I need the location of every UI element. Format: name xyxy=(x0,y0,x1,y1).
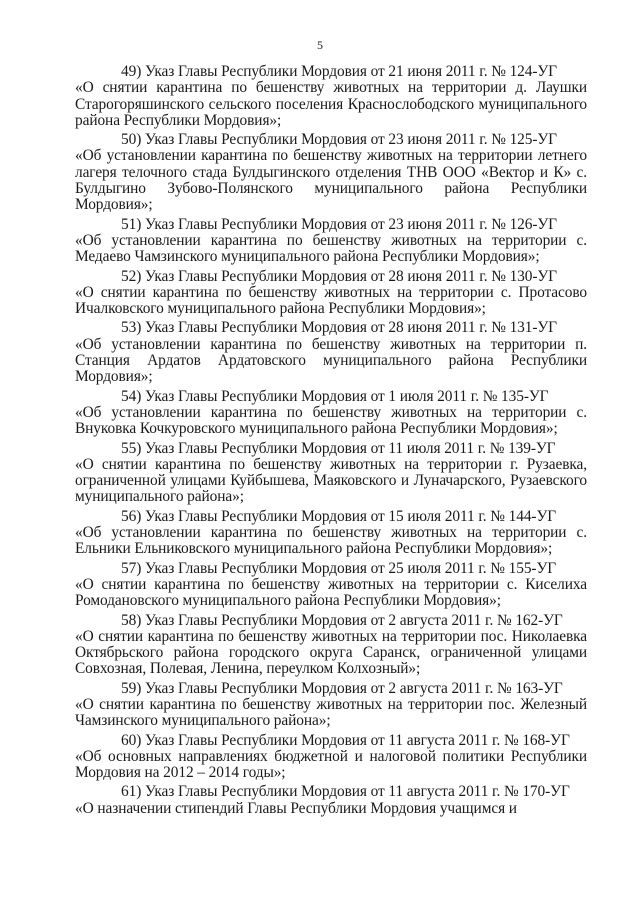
decree-title: «Об установлении карантина по бешенству животных на территории п. Станция Ардатов Ардатовского муниципального района Республики Мордовия»; xyxy=(75,335,587,386)
decree-entry-58 xyxy=(75,613,587,678)
decree-entry-53 xyxy=(75,320,587,385)
decree-title: «О снятии карантина по бешенству животных на территории г. Рузаевка, ограниченной улицами Куйбышева, Маяковского и Луначарского, Рузаевского муниципального района»; xyxy=(75,455,587,506)
decree-title: «Об основных направлениях бюджетной и налоговой политики Республики Мордовия на 2012 – 2014 годы»; xyxy=(75,747,587,782)
decree-title: «Об установлении карантина по бешенству животных на территории летнего лагеря телочного стада Булдыгинского отделения ТНВ ООО «Вектор и К» с. Булдыгино Зубово-Полянского муниципального района Республики Мордовия»; xyxy=(75,147,587,214)
decree-list xyxy=(75,64,587,817)
decree-entry-54 xyxy=(75,389,587,438)
decree-heading: 53) Указ Главы Республики Мордовия от 28 июня 2011 г. № 131-УГ xyxy=(121,319,557,337)
decree-entry-61 xyxy=(75,784,587,817)
decree-heading: 57) Указ Главы Республики Мордовия от 25 июля 2011 г. № 155-УГ xyxy=(121,559,557,577)
decree-heading: 61) Указ Главы Республики Мордовия от 11 августа 2011 г. № 170-УГ xyxy=(121,783,570,801)
decree-entry-59 xyxy=(75,681,587,730)
decree-title: «О снятии карантина по бешенству животных на территории с. Протасово Ичалковского муниципального района Республики Мордовия»; xyxy=(75,283,587,318)
decree-title: «Об установлении карантина по бешенству животных на территории с. Медаево Чамзинского муниципального района Республики Мордовия»; xyxy=(75,231,587,266)
decree-entry-60 xyxy=(75,733,587,782)
page-number: 5 xyxy=(317,38,323,52)
decree-title: «О снятии карантина по бешенству животных на территории пос. Железный Чамзинского муниципального района»; xyxy=(75,695,587,730)
decree-heading: 54) Указ Главы Республики Мордовия от 1 июля 2011 г. № 135-УГ xyxy=(121,387,549,405)
decree-heading: 58) Указ Главы Республики Мордовия от 2 августа 2011 г. № 162-УГ xyxy=(121,611,563,629)
decree-entry-52 xyxy=(75,269,587,318)
decree-title: «О снятии карантина по бешенству животных на территории д. Лаушки Старогоряшинского сельского поселения Краснослободского муниципального района Республики Мордовия»; xyxy=(75,79,587,129)
decree-title: «О снятии карантина по бешенству животных на территории с. Киселиха Ромодановского муниципального района Республики Мордовия»; xyxy=(75,575,587,610)
decree-title: «О назначении стипендий Главы Республики Мордовия учащимся и xyxy=(75,799,517,817)
decree-entry-50 xyxy=(75,132,587,213)
decree-entry-55 xyxy=(75,441,587,506)
decree-title: «Об установлении карантина по бешенству животных на территории с. Внуковка Кочкуровского муниципального района Республики Мордовия»; xyxy=(75,403,587,438)
decree-heading: 59) Указ Главы Республики Мордовия от 2 августа 2011 г. № 163-УГ xyxy=(121,679,563,697)
decree-heading: 55) Указ Главы Республики Мордовия от 11 июля 2011 г. № 139-УГ xyxy=(121,439,556,457)
decree-heading: 60) Указ Главы Республики Мордовия от 11 августа 2011 г. № 168-УГ xyxy=(121,731,570,749)
decree-entry-51 xyxy=(75,217,587,266)
decree-heading: 52) Указ Главы Республики Мордовия от 28 июня 2011 г. № 130-УГ xyxy=(121,267,557,285)
decree-heading: 51) Указ Главы Республики Мордовия от 23 июня 2011 г. № 126-УГ xyxy=(121,215,557,233)
decree-entry-49 xyxy=(75,64,587,129)
decree-entry-57 xyxy=(75,561,587,610)
decree-title: «Об установлении карантина по бешенству животных на территории с. Ельники Ельниковского муниципального района Республики Мордовия»; xyxy=(75,524,587,558)
decree-heading: 49) Указ Главы Республики Мордовия от 21 июня 2011 г. № 124-УГ xyxy=(121,63,557,80)
decree-title: «О снятии карантина по бешенству животных на территории пос. Николаевка Октябрьского района городского округа Саранск, ограниченной улицами Совхозная, Полевая, Ленина, переулком Колхозный»; xyxy=(75,627,587,678)
decree-heading: 56) Указ Главы Республики Мордовия от 15 июля 2011 г. № 144-УГ xyxy=(121,507,557,525)
decree-entry-56 xyxy=(75,509,587,558)
decree-heading: 50) Указ Главы Республики Мордовия от 23 июня 2011 г. № 125-УГ xyxy=(121,131,557,149)
